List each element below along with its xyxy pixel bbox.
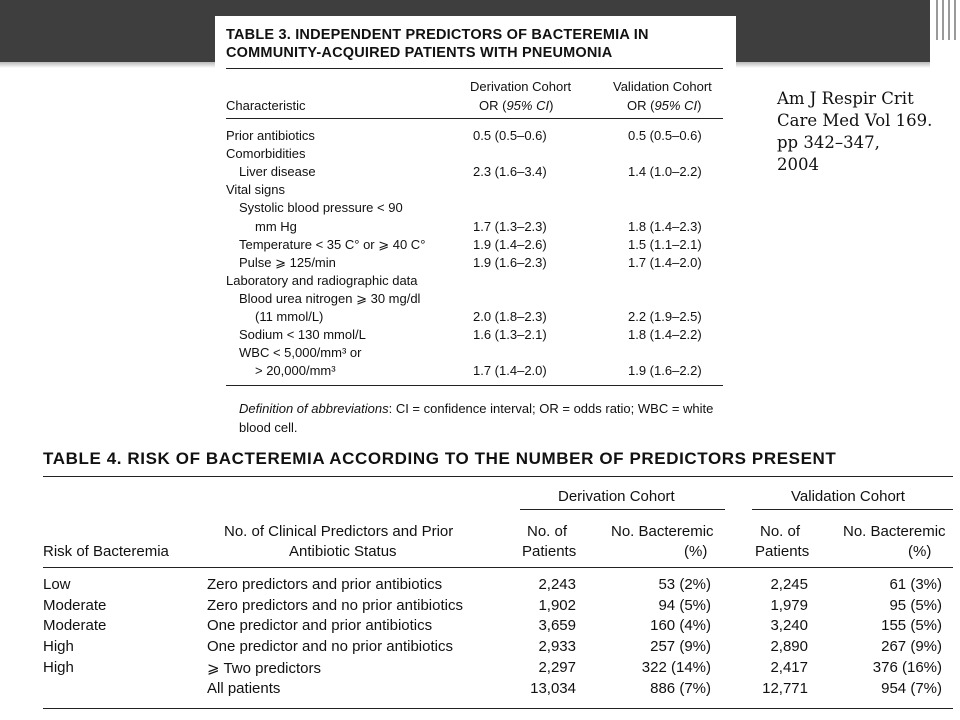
derivation-patients-cell: 2,297 — [538, 658, 576, 676]
risk-cell: Moderate — [43, 617, 107, 635]
derivation-or-cell: 0.5 (0.5–0.6) — [473, 128, 547, 143]
validation-group-rule — [752, 509, 953, 510]
derivation-or-cell: 1.9 (1.4–2.6) — [473, 236, 547, 252]
table-4-row — [0, 638, 960, 659]
validation-bacteremic-cell: 954 (7%) — [881, 679, 942, 697]
validation-or-cell: 0.5 (0.5–0.6) — [628, 128, 702, 143]
table-3-row — [215, 237, 736, 255]
validation-patients-cell: 3,240 — [770, 617, 808, 635]
col-validation-header: Validation Cohort — [613, 79, 712, 94]
citation-line-3: pp 342–347, — [777, 133, 880, 152]
table-3-bottom-rule — [226, 385, 723, 386]
col-v-patients-header-line-1: No. of — [760, 523, 801, 540]
derivation-bacteremic-cell: 886 (7%) — [650, 679, 711, 697]
derivation-or-cell: 2.3 (1.6–3.4) — [473, 164, 547, 180]
validation-or-cell: 1.8 (1.4–2.2) — [628, 327, 702, 343]
table-3-footnote — [239, 399, 729, 437]
table-3-row — [215, 345, 736, 363]
derivation-bacteremic-cell: 322 (14%) — [641, 658, 711, 676]
validation-or-cell: 1.8 (1.4–2.3) — [628, 218, 702, 234]
predictor-status-cell: ⩾ Two predictors — [207, 659, 322, 677]
risk-cell: Moderate — [43, 596, 107, 614]
validation-patients-cell: 12,771 — [762, 679, 808, 697]
derivation-bacteremic-cell: 53 (2%) — [658, 576, 711, 593]
table-4-header-rule — [43, 567, 953, 568]
table-4-row — [0, 576, 960, 597]
table-4-row — [0, 617, 960, 638]
validation-patients-cell: 2,890 — [770, 638, 808, 656]
table-3-row — [215, 219, 736, 237]
table-4-row — [0, 680, 960, 701]
derivation-patients-cell: 1,902 — [538, 596, 576, 614]
citation-line-1: Am J Respir Crit — [777, 89, 914, 108]
validation-or-cell: 1.9 (1.6–2.2) — [628, 363, 702, 379]
characteristic-cell: Blood urea nitrogen ⩾ 30 mg/dl — [239, 290, 421, 306]
derivation-group-rule — [520, 509, 725, 510]
col-d-bact-header-line-1: No. Bacteremic — [611, 523, 714, 540]
validation-bacteremic-cell: 376 (16%) — [872, 658, 942, 676]
table-4-panel — [0, 446, 960, 720]
characteristic-cell: Systolic blood pressure < 90 — [239, 200, 403, 216]
characteristic-cell: Liver disease — [239, 164, 316, 180]
table-3-row — [215, 363, 736, 381]
derivation-or-cell: 1.6 (1.3–2.1) — [473, 327, 547, 343]
citation-line-2: Care Med Vol 169. — [777, 111, 933, 130]
derivation-bacteremic-cell: 257 (9%) — [650, 638, 711, 656]
table-4-top-rule — [43, 476, 953, 477]
derivation-or-cell: 1.7 (1.3–2.3) — [473, 218, 547, 234]
col-predictors-header-line-1: No. of Clinical Predictors and Prior — [224, 523, 454, 540]
characteristic-cell: Sodium < 130 mmol/L — [239, 327, 366, 343]
table-3-row — [215, 309, 736, 327]
risk-cell: High — [43, 638, 74, 656]
col-d-patients-header-line-2: Patients — [522, 543, 577, 560]
footnote-text: : CI = confidence interval; OR = odds ratio; WBC = white blood cell. — [239, 401, 714, 435]
validation-or-cell: 1.7 (1.4–2.0) — [628, 254, 702, 270]
predictor-status-cell: One predictor and prior antibiotics — [207, 617, 433, 635]
decorative-stripes — [934, 0, 960, 40]
table-4-row — [0, 659, 960, 680]
characteristic-cell: Prior antibiotics — [226, 128, 315, 143]
derivation-patients-cell: 2,243 — [538, 576, 576, 593]
validation-patients-cell: 2,245 — [770, 576, 808, 593]
derivation-or-cell: 2.0 (1.8–2.3) — [473, 309, 547, 324]
footnote-label: Definition of abbreviations — [239, 401, 389, 416]
table-3-row — [215, 128, 736, 146]
table-3-row — [215, 255, 736, 273]
characteristic-cell: Comorbidities — [226, 146, 306, 162]
table-3-row — [215, 200, 736, 218]
predictor-status-cell: All patients — [207, 679, 281, 697]
col-characteristic-header: Characteristic — [226, 98, 306, 113]
validation-patients-cell: 1,979 — [770, 596, 808, 614]
table-3-row — [215, 164, 736, 182]
group-validation-header: Validation Cohort — [791, 488, 905, 505]
table-3-title — [226, 26, 649, 62]
validation-bacteremic-cell: 155 (5%) — [881, 617, 942, 635]
citation — [777, 88, 957, 176]
characteristic-cell: WBC < 5,000/mm³ or — [239, 345, 362, 361]
citation-line-4: 2004 — [777, 155, 819, 174]
validation-bacteremic-cell: 95 (5%) — [889, 596, 942, 614]
predictor-status-cell: Zero predictors and no prior antibiotics — [207, 596, 463, 614]
table-3-title-line-2: COMMUNITY-ACQUIRED PATIENTS WITH PNEUMONIA — [226, 45, 613, 61]
risk-cell: Low — [43, 576, 71, 593]
derivation-patients-cell: 3,659 — [538, 617, 576, 635]
validation-bacteremic-cell: 267 (9%) — [881, 638, 942, 656]
validation-or-cell: 1.5 (1.1–2.1) — [628, 236, 702, 252]
derivation-patients-cell: 13,034 — [530, 679, 576, 697]
characteristic-cell: Temperature < 35 C° or ⩾ 40 C° — [239, 236, 426, 252]
table-3-row — [215, 273, 736, 291]
validation-or-cell: 1.4 (1.0–2.2) — [628, 164, 702, 180]
derivation-or-cell: 1.9 (1.6–2.3) — [473, 254, 547, 270]
validation-bacteremic-cell: 61 (3%) — [889, 576, 942, 593]
predictor-status-cell: One predictor and no prior antibiotics — [207, 638, 453, 656]
derivation-or-cell: 1.7 (1.4–2.0) — [473, 363, 547, 379]
table-3-header-rule — [226, 118, 723, 119]
characteristic-cell: mm Hg — [255, 218, 297, 234]
col-d-patients-header-line-1: No. of — [527, 523, 568, 540]
validation-patients-cell: 2,417 — [770, 658, 808, 676]
characteristic-cell: > 20,000/mm³ — [255, 363, 336, 379]
derivation-patients-cell: 2,933 — [538, 638, 576, 656]
table-3-row — [215, 182, 736, 200]
col-v-bact-header-line-2: (%) — [908, 543, 932, 560]
validation-or-cell: 2.2 (1.9–2.5) — [628, 309, 702, 324]
table-3-row — [215, 327, 736, 345]
col-v-patients-header-line-2: Patients — [755, 543, 810, 560]
characteristic-cell: Laboratory and radiographic data — [226, 272, 418, 288]
table-3-title-line-1: TABLE 3. INDEPENDENT PREDICTORS OF BACTEREMIA IN — [226, 27, 649, 43]
derivation-bacteremic-cell: 94 (5%) — [658, 596, 711, 614]
col-validation-or-ci: OR (95% CI) — [627, 98, 702, 113]
col-derivation-or-ci: OR (95% CI) — [479, 98, 554, 113]
col-predictors-header-line-2: Antibiotic Status — [289, 543, 397, 560]
table-3-panel — [215, 16, 736, 440]
col-risk-header: Risk of Bacteremia — [43, 543, 169, 560]
col-d-bact-header-line-2: (%) — [684, 543, 708, 560]
characteristic-cell: Pulse ⩾ 125/min — [239, 254, 336, 270]
col-derivation-header: Derivation Cohort — [470, 79, 572, 94]
table-4-bottom-rule — [43, 708, 953, 709]
derivation-bacteremic-cell: 160 (4%) — [650, 617, 711, 635]
predictor-status-cell: Zero predictors and prior antibiotics — [207, 576, 443, 593]
risk-cell: High — [43, 658, 74, 676]
characteristic-cell: Vital signs — [226, 182, 286, 198]
table-3-row — [215, 146, 736, 164]
table-3-top-rule — [226, 68, 723, 69]
table-3-row — [215, 291, 736, 309]
col-v-bact-header-line-1: No. Bacteremic — [843, 523, 946, 540]
characteristic-cell: (11 mmol/L) — [255, 309, 324, 324]
group-derivation-header: Derivation Cohort — [558, 488, 675, 505]
table-4-row — [0, 597, 960, 618]
table-4-title: TABLE 4. RISK OF BACTEREMIA ACCORDING TO THE NUMBER OF PREDICTORS PRESENT — [43, 449, 837, 468]
